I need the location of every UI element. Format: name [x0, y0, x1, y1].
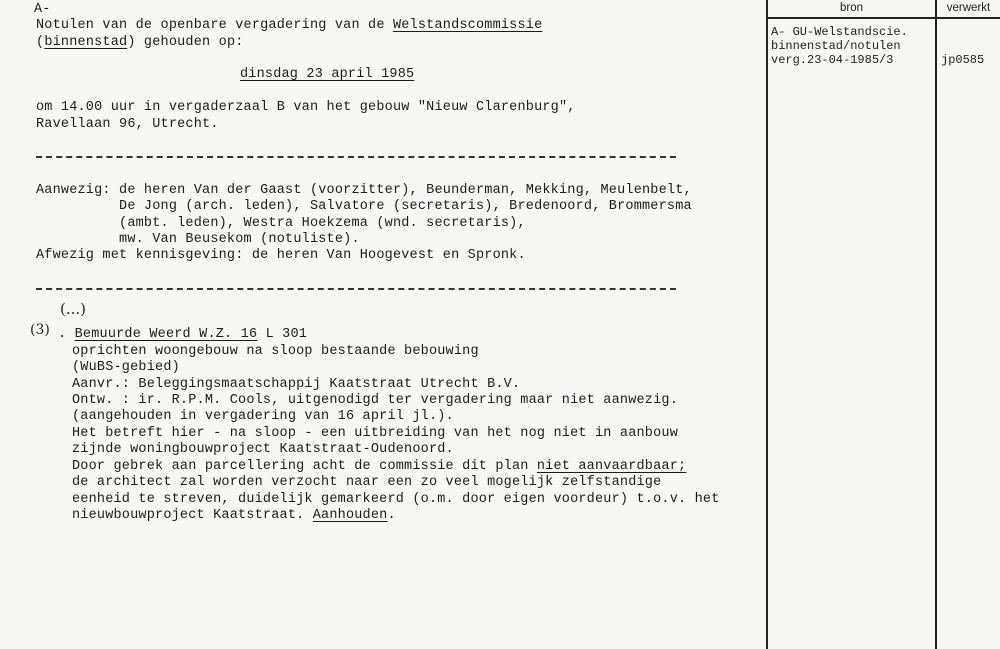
item-line: de architect zal worden verzocht naar een zo veel mogelijk zelfstandige — [72, 475, 662, 490]
separator-2 — [36, 288, 676, 290]
item-line: oprichten woongebouw na sloop bestaande bebouwing — [72, 344, 479, 359]
item-line: Aanvr.: Beleggingsmaatschappij Kaatstraat Utrecht B.V. — [72, 377, 521, 392]
title-line-2-rest: ) gehouden op: — [127, 35, 244, 50]
decision-line — [72, 459, 686, 475]
attendance-line: Aanwezig: de heren Van der Gaast (voorzitter), Beunderman, Mekking, Meulenbelt, — [36, 183, 692, 198]
item-line: zijnde woningbouwproject Kaatstraat-Oudenoord. — [72, 442, 454, 457]
final-line — [72, 508, 396, 524]
commission-name: Welstandscommissie — [392, 18, 543, 33]
item-line: (aangehouden in vergadering van 16 april jl.). — [72, 409, 454, 424]
item-number: (3) — [30, 322, 50, 338]
item-line: Ontw. : ir. R.P.M. Cools, uitgenodigd ter vergadering maar niet aanwezig. — [72, 393, 678, 408]
title-text: Notulen van de openbare vergadering van de — [36, 18, 393, 33]
panel-column-divider — [935, 0, 937, 649]
panel-left-border — [766, 0, 768, 649]
panel-header-rule — [766, 17, 1000, 19]
corner-mark: A- — [34, 2, 51, 17]
decision-verdict: niet aanvaardbaar; — [536, 459, 687, 474]
item-ref: L 301 — [257, 327, 308, 342]
final-action: Aanhouden — [312, 508, 388, 523]
bron-line: binnenstad/notulen — [771, 39, 901, 53]
bron-line: A- GU-Welstandscie. — [771, 25, 908, 39]
location-line-2: Ravellaan 96, Utrecht. — [36, 117, 219, 132]
paren-open: ( — [36, 35, 45, 50]
binnenstad-label: binnenstad — [44, 35, 128, 50]
attendance-line: (ambt. leden), Westra Hoekzema (wnd. secretaris), — [36, 216, 526, 231]
item-bullet: . — [58, 327, 67, 342]
bron-line: verg.23-04-1985/3 — [771, 53, 894, 67]
absent-line: Afwezig met kennisgeving: de heren Van Hoogevest en Spronk. — [36, 248, 526, 263]
location-line-1: om 14.00 uur in vergaderzaal B van het gebouw "Nieuw Clarenburg", — [36, 100, 576, 115]
title-line-1 — [36, 18, 542, 34]
separator-1 — [36, 156, 676, 158]
attendance-line: De Jong (arch. leden), Salvatore (secretaris), Bredenoord, Brommersma — [36, 199, 692, 214]
final-suffix: . — [387, 508, 396, 523]
item-line: (WuBS-gebied) — [72, 360, 180, 375]
item-heading — [58, 327, 307, 343]
final-prefix: nieuwbouwproject Kaatstraat. — [72, 508, 313, 523]
meeting-date: dinsdag 23 april 1985 — [240, 67, 415, 82]
verwerkt-value: jp0585 — [941, 53, 985, 67]
title-line-2 — [36, 35, 244, 51]
ellipsis-mark: (...) — [60, 300, 87, 318]
bron-header: bron — [839, 2, 864, 14]
item-line: Het betreft hier - na sloop - een uitbreiding van het nog niet in aanbouw — [72, 426, 678, 441]
decision-prefix: Door gebrek aan parcellering acht de commissie dit plan — [72, 459, 537, 474]
item-title: Bemuurde Weerd W.Z. 16 — [74, 327, 258, 342]
verwerkt-header: verwerkt — [946, 2, 991, 14]
item-line: eenheid te streven, duidelijk gemarkeerd (o.m. door eigen voordeur) t.o.v. het — [72, 492, 720, 507]
attendance-line: mw. Van Beusekom (notuliste). — [36, 232, 360, 247]
